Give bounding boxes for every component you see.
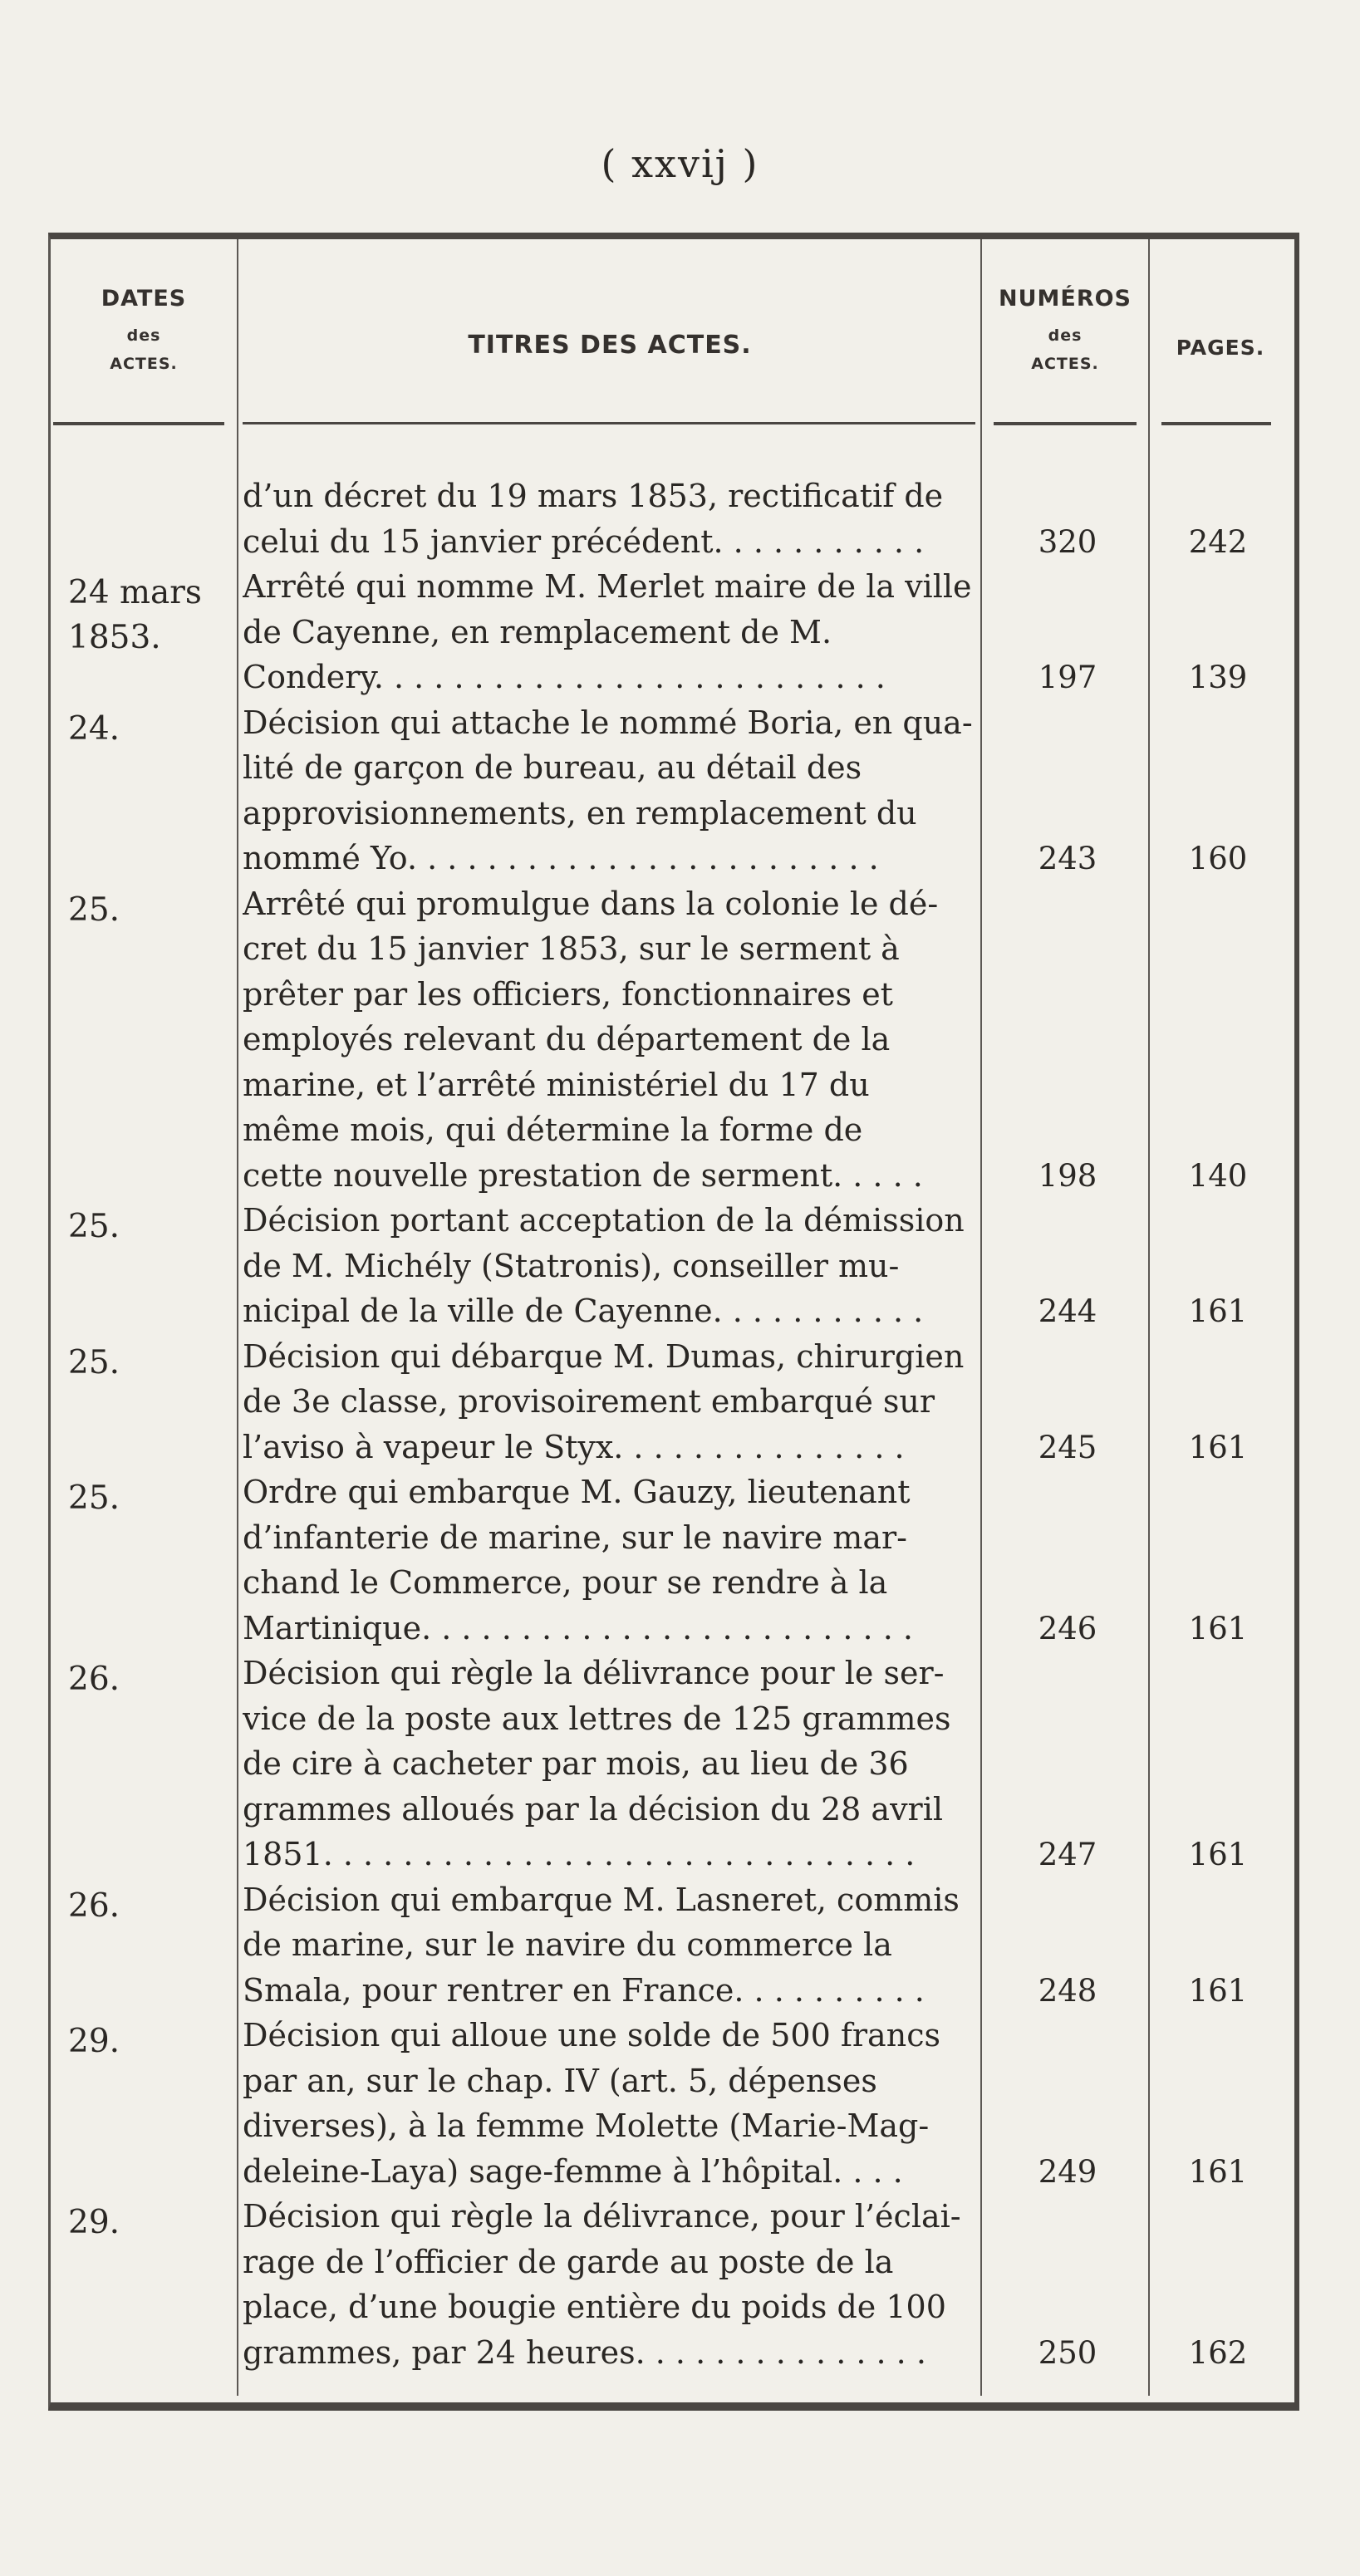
header-rule	[1161, 422, 1271, 425]
header-rule	[994, 422, 1137, 425]
entry-title-line: lité de garçon de bureau, au détail des	[243, 749, 862, 786]
header-dates-line: DATES	[101, 286, 187, 312]
entry-date: 26.	[68, 1661, 120, 1698]
entry-numero: 243	[1038, 841, 1097, 876]
entry-title-line: de marine, sur le navire du commerce la	[243, 1926, 892, 1963]
entry-title-line: d’infanterie de marine, sur le navire mar-	[243, 1519, 908, 1556]
entry-title	[243, 564, 977, 700]
entry-title	[243, 700, 977, 881]
entry-numero: 197	[1038, 660, 1097, 695]
entry-title	[243, 1470, 977, 1651]
entry-page: 161	[1188, 2153, 1248, 2190]
entry-title-line: vice de la poste aux lettres de 125 grammes	[243, 1700, 951, 1737]
entry-title-line: Condery. . . . . . . . . . . . . . . . . . . . . . . . . .	[243, 659, 886, 695]
entry-title-line: de Cayenne, en remplacement de M.	[243, 613, 832, 650]
entry-date: 24.	[68, 709, 120, 748]
entry-title	[243, 2194, 977, 2375]
entry-title-line: d’un décret du 19 mars 1853, rectificatif de	[243, 478, 944, 514]
entry-title-line: place, d’une bougie entière du poids de 100	[243, 2289, 946, 2325]
header-dates-line: ACTES.	[110, 355, 178, 373]
entry-title-line: Décision qui règle la délivrance, pour l’éclai-	[243, 2198, 961, 2235]
entry-date: 25.	[68, 1343, 120, 1381]
entry-title	[243, 1334, 977, 1470]
entry-page: 139	[1188, 660, 1248, 695]
entry-title	[243, 2013, 977, 2194]
entry-title-line: grammes, par 24 heures. . . . . . . . . . . . . . .	[243, 2333, 926, 2371]
entry-numero: 249	[1038, 2153, 1097, 2190]
entry-title-line: cette nouvelle prestation de serment. . . . .	[243, 1156, 923, 1194]
entry-numero: 320	[1038, 523, 1097, 560]
entry-title-line: Smala, pour rentrer en France. . . . . . . . . .	[243, 1971, 925, 2009]
entry-numero: 198	[1038, 1157, 1097, 1194]
header-rule	[53, 422, 224, 425]
entry-date: 25.	[68, 891, 120, 929]
entry-date: 25.	[68, 1479, 120, 1517]
entry-title-line: Décision qui règle la délivrance pour le ser-	[243, 1655, 945, 1691]
header-pages: PAGES.	[1176, 336, 1265, 360]
entry-title-line: nommé Yo. . . . . . . . . . . . . . . . . . . . . . . .	[243, 840, 879, 876]
entry-title	[243, 473, 977, 564]
entry-title-line: Décision qui attache le nommé Boria, en qua-	[243, 704, 973, 741]
entry-title-line: de 3e classe, provisoirement embarqué sur	[243, 1383, 935, 1420]
entry-title-line: employés relevant du département de la	[243, 1021, 891, 1057]
entry-numero: 245	[1038, 1429, 1097, 1465]
entry-page: 161	[1188, 1429, 1248, 1465]
column-divider	[1148, 239, 1150, 2396]
entry-title-line: deleine-Laya) sage-femme à l’hôpital. . . .	[243, 2152, 903, 2190]
entry-title-line: prêter par les officiers, fonctionnaires et	[243, 975, 893, 1013]
entry-title	[243, 1198, 977, 1334]
header-titres: TITRES DES ACTES.	[468, 331, 752, 360]
entry-title-line: Décision qui alloue une solde de 500 francs	[243, 2017, 940, 2053]
entry-title-line: même mois, qui détermine la forme de	[243, 1111, 863, 1148]
entry-title-line: Décision portant acceptation de la démission	[243, 1202, 965, 1239]
entry-title-line: Martinique. . . . . . . . . . . . . . . . . . . . . . . . .	[243, 1609, 913, 1646]
entry-title-line: rage de l’officier de garde au poste de la	[243, 2243, 894, 2280]
entry-title-line: de cire à cacheter par mois, au lieu de 36	[243, 1745, 909, 1782]
header-numeros-line: des	[1048, 326, 1083, 345]
entry-page: 161	[1188, 1972, 1248, 2009]
header-dates-line: des	[126, 326, 161, 345]
entry-title	[243, 1651, 977, 1877]
column-divider	[980, 239, 982, 2396]
page-number: ( xxvij )	[601, 141, 759, 186]
entry-page: 160	[1188, 841, 1248, 876]
entry-page: 242	[1188, 523, 1248, 560]
header-numeros	[984, 286, 1146, 373]
entry-page: 140	[1188, 1157, 1248, 1194]
entry-numero: 244	[1038, 1293, 1097, 1329]
entry-page: 161	[1188, 1293, 1248, 1329]
entry-page: 161	[1188, 1610, 1248, 1646]
entry-title-line: par an, sur le chap. IV (art. 5, dépenses	[243, 2062, 877, 2099]
entry-title-line: Décision qui embarque M. Lasneret, commis	[243, 1881, 960, 1918]
entry-title-line: Ordre qui embarque M. Gauzy, lieutenant	[243, 1474, 911, 1510]
entry-title-line: approvisionnements, en remplacement du	[243, 794, 917, 832]
entry-title-line: celui du 15 janvier précédent. . . . . . . . . . .	[243, 523, 925, 560]
entry-title	[243, 881, 977, 1199]
entry-title	[243, 1877, 977, 2014]
entry-title-line: Arrêté qui nomme M. Merlet maire de la ville	[243, 568, 972, 605]
header-rule	[243, 422, 975, 424]
entry-date: 29.	[68, 2204, 120, 2241]
entry-page: 161	[1188, 1837, 1248, 1872]
entry-title-line: cret du 15 janvier 1853, sur le serment à	[243, 930, 900, 967]
entry-title-line: Décision qui débarque M. Dumas, chirurgien	[243, 1337, 965, 1375]
entry-title-line: Arrêté qui promulgue dans la colonie le dé-	[243, 885, 939, 922]
entry-title-line: de M. Michély (Statronis), conseiller mu-	[243, 1247, 900, 1284]
entry-title-line: grammes alloués par la décision du 28 avril	[243, 1790, 944, 1828]
entry-numero: 246	[1038, 1610, 1097, 1646]
entry-numero: 250	[1038, 2334, 1097, 2371]
header-dates	[53, 286, 234, 373]
column-divider	[237, 239, 238, 2396]
entry-numero: 248	[1038, 1972, 1097, 2009]
entry-date: 26.	[68, 1887, 120, 1925]
header-numeros-line: NUMÉROS	[998, 286, 1132, 312]
entry-title-line: chand le Commerce, pour se rendre à la	[243, 1564, 888, 1601]
entry-date: 25.	[68, 1208, 120, 1245]
entry-title-line: 1851. . . . . . . . . . . . . . . . . . . . . . . . . . . . . .	[243, 1836, 916, 1872]
entry-page: 162	[1188, 2334, 1248, 2371]
entry-date: 29.	[68, 2023, 120, 2060]
entry-date: 24 mars 1853.	[68, 574, 202, 656]
header-numeros-line: ACTES.	[1031, 355, 1099, 373]
entry-title-line: diverses), à la femme Molette (Marie-Mag-	[243, 2107, 930, 2144]
entry-title-line: nicipal de la ville de Cayenne. . . . . . . . . . .	[243, 1293, 924, 1329]
entry-numero: 247	[1038, 1837, 1097, 1872]
entry-title-line: l’aviso à vapeur le Styx. . . . . . . . . . . . . . .	[243, 1428, 905, 1465]
entry-title-line: marine, et l’arrêté ministériel du 17 du	[243, 1066, 870, 1103]
